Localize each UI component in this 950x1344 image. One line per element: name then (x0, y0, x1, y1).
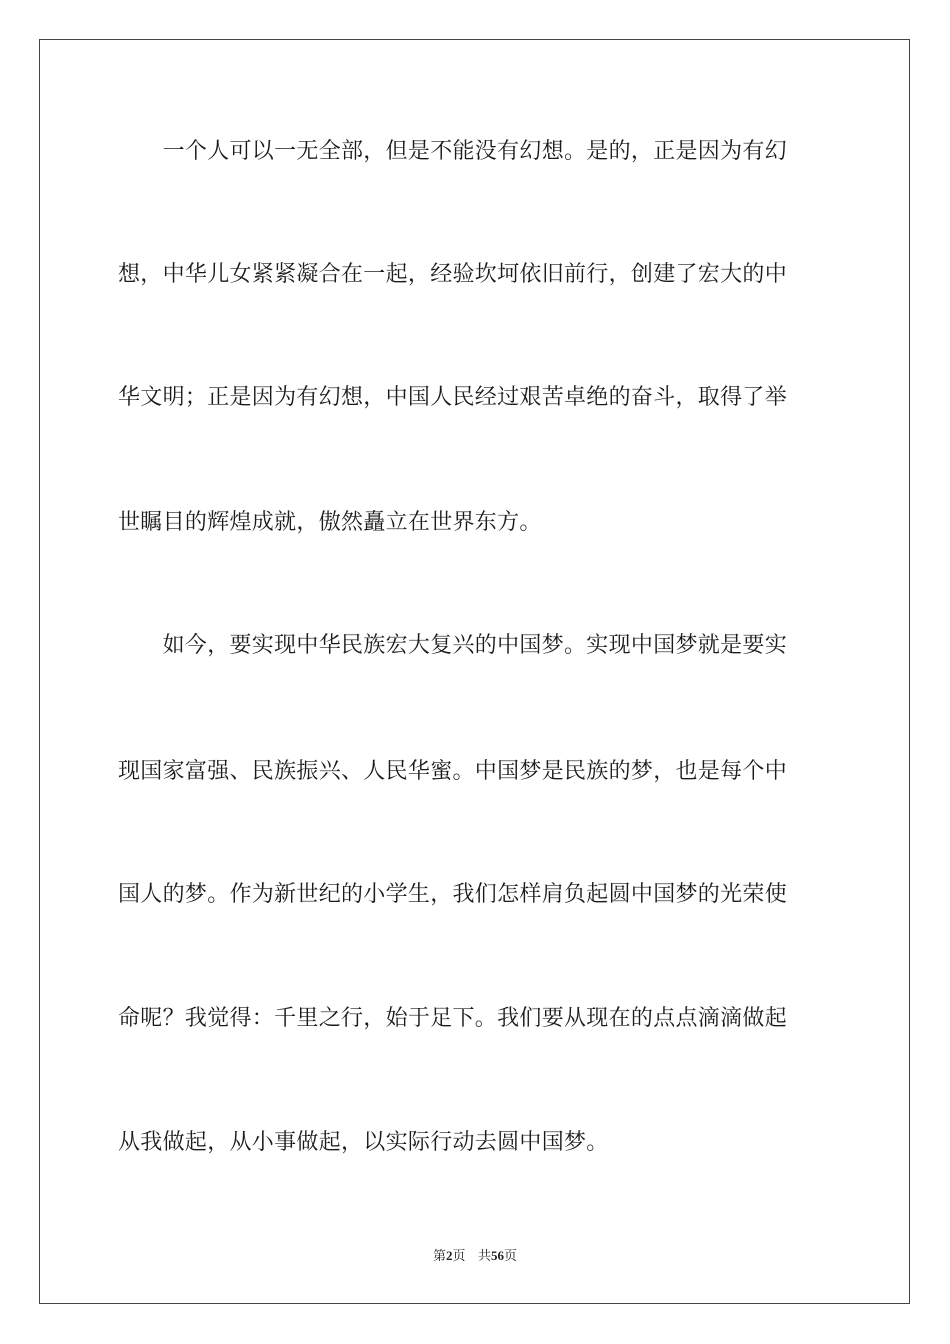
current-page-number: 2 (446, 1248, 453, 1263)
paragraph-line: 现国家富强、民族振兴、人民华蜜。中国梦是民族的梦，也是每个中 (118, 759, 788, 784)
paragraph-line: 命呢？我觉得：千里之行，始于足下。我们要从现在的点点滴滴做起 (118, 1006, 788, 1031)
paragraph-line: 如今，要实现中华民族宏大复兴的中国梦。实现中国梦就是要实 (118, 633, 788, 658)
page-border (39, 39, 910, 1304)
paragraph-line: 从我做起，从小事做起，以实际行动去圆中国梦。 (118, 1130, 609, 1155)
paragraph-line: 想，中华儿女紧紧凝合在一起，经验坎坷依旧前行，创建了宏大的中 (118, 262, 788, 287)
paragraph-line: 世瞩目的辉煌成就，傲然矗立在世界东方。 (118, 510, 542, 535)
paragraph-line: 华文明；正是因为有幻想，中国人民经过艰苦卓绝的奋斗，取得了举 (118, 385, 788, 410)
page-footer (0, 1245, 950, 1264)
footer-page-suffix: 页 (452, 1249, 466, 1264)
paragraph-line: 国人的梦。作为新世纪的小学生，我们怎样肩负起圆中国梦的光荣使 (118, 882, 788, 907)
footer-total-prefix: 共 (477, 1249, 491, 1264)
total-page-number: 56 (490, 1248, 504, 1263)
paragraph-line: 一个人可以一无全部，但是不能没有幻想。是的，正是因为有幻 (118, 139, 788, 164)
footer-prefix: 第 (433, 1249, 447, 1264)
footer-total-suffix: 页 (503, 1249, 517, 1264)
